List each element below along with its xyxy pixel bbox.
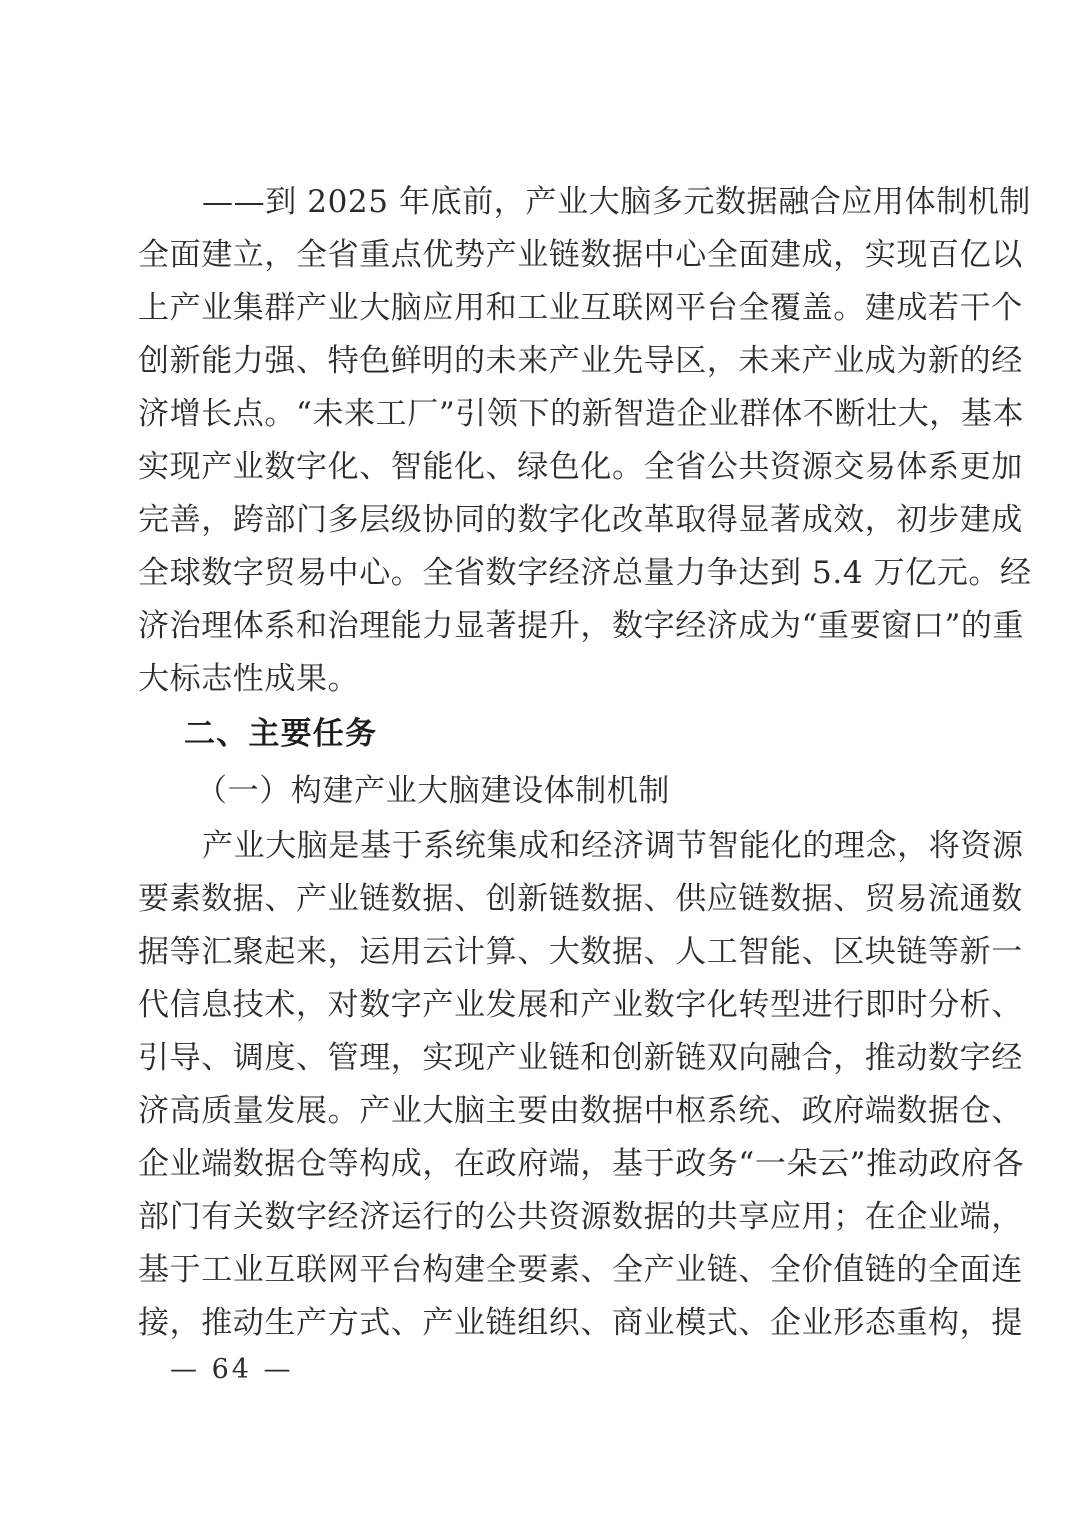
text-line: 济治理体系和治理能力显著提升，数字经济成为“重要窗口”的重 — [138, 608, 1025, 644]
subsection-heading-build-mechanism: （一）构建产业大脑建设体制机制 — [196, 773, 670, 809]
text-line: 要素数据、产业链数据、创新链数据、供应链数据、贸易流通数 — [138, 881, 1023, 917]
text-line: 引导、调度、管理，实现产业链和创新链双向融合，推动数字经 — [138, 1040, 1023, 1076]
text-line: 基于工业互联网平台构建全要素、全产业链、全价值链的全面连 — [138, 1252, 1023, 1288]
paragraph-industrial-brain — [138, 820, 1025, 1350]
text-column — [138, 176, 1032, 1350]
text-line: 产业大脑是基于系统集成和经济调节智能化的理念，将资源 — [202, 828, 1024, 864]
text-line: 济增长点。“未来工厂”引领下的新智造企业群体不断壮大，基本 — [138, 396, 1025, 432]
text-line: 全球数字贸易中心。全省数字经济总量力争达到 5.4 万亿元。经 — [138, 555, 1032, 591]
text-line: 济高质量发展。产业大脑主要由数据中枢系统、政府端数据仓、 — [138, 1093, 1023, 1129]
text-line: 企业端数据仓等构成，在政府端，基于政务“一朵云”推动政府各 — [138, 1146, 1025, 1182]
paragraph-bullet-2025 — [138, 176, 1032, 706]
page-number-footer: — 64 — — [170, 1354, 294, 1385]
text-line: 创新能力强、特色鲜明的未来产业先导区，未来产业成为新的经 — [138, 343, 1023, 379]
text-line: 全面建立，全省重点优势产业链数据中心全面建成，实现百亿以 — [138, 237, 1023, 273]
text-line: 上产业集群产业大脑应用和工业互联网平台全覆盖。建成若干个 — [138, 290, 1023, 326]
text-line: 据等汇聚起来，运用云计算、大数据、人工智能、区块链等新一 — [138, 934, 1023, 970]
text-line: 完善，跨部门多层级协同的数字化改革取得显著成效，初步建成 — [138, 502, 1023, 538]
text-line: 大标志性成果。 — [138, 661, 360, 697]
section-heading-main-tasks: 二、主要任务 — [184, 716, 378, 752]
text-line: 接，推动生产方式、产业链组织、商业模式、企业形态重构，提 — [138, 1305, 1023, 1341]
text-line: 代信息技术，对数字产业发展和产业数字化转型进行即时分析、 — [138, 987, 1023, 1023]
text-line: ——到 2025 年底前，产业大脑多元数据融合应用体制机制 — [202, 184, 1031, 220]
text-line: 部门有关数字经济运行的公共资源数据的共享应用；在企业端， — [138, 1199, 1023, 1235]
text-line: 实现产业数字化、智能化、绿色化。全省公共资源交易体系更加 — [138, 449, 1023, 485]
